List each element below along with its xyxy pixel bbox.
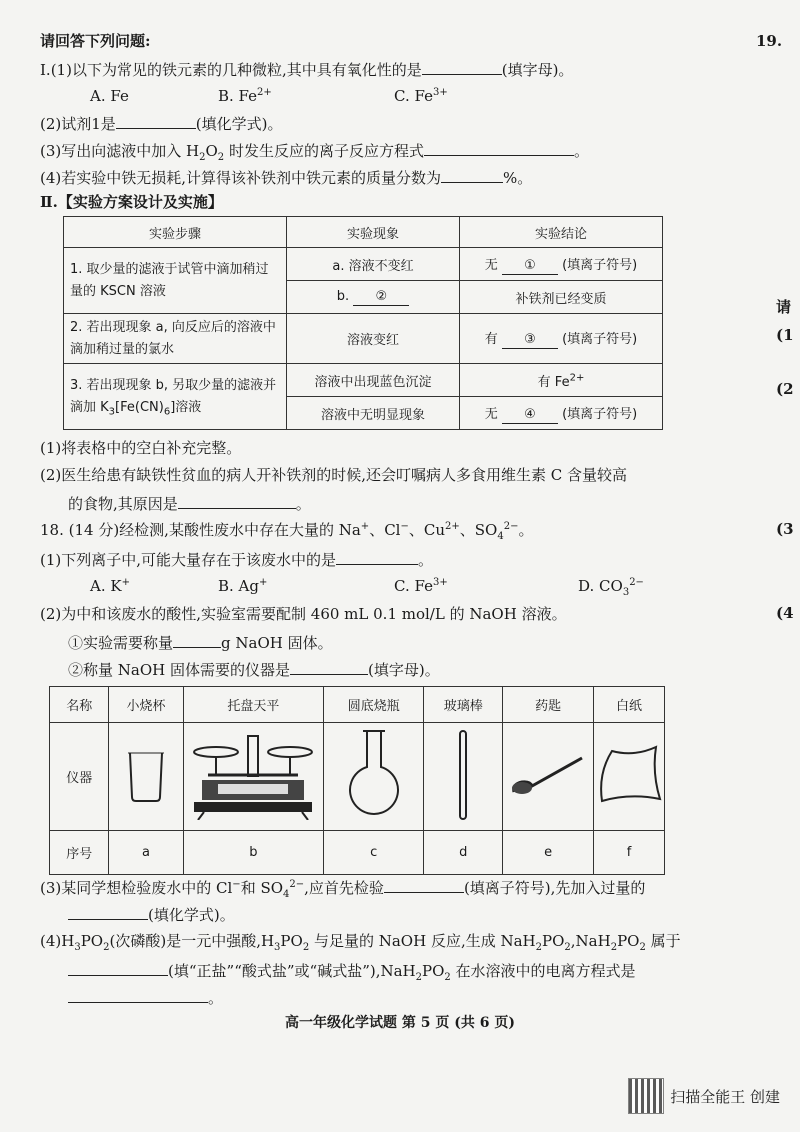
instrument-table (49, 686, 665, 875)
q18-part2-1: ①实验需要称量 g NaOH 固体。 (68, 631, 333, 653)
instrument-letter: f (594, 831, 665, 875)
section-2-title: Ⅱ.【实验方案设计及实施】 (40, 193, 223, 211)
instrument-letter: c (324, 831, 424, 875)
instrument-letter: e (503, 831, 594, 875)
answer-blank-3[interactable]: ③ (502, 332, 558, 349)
step-1-phenomenon-b: b. ② (287, 281, 460, 314)
q17-part1-tail: (填字母)。 (501, 61, 574, 79)
q18-part2: (2)为中和该废水的酸性,实验室需要配制 460 mL 0.1 mol/L 的 NaOH 溶液。 (40, 605, 567, 623)
qr-code-icon (628, 1078, 664, 1114)
option-b: B. $Fe^{2+}$ (218, 87, 272, 105)
header-conclusion: 实验结论 (460, 217, 663, 248)
answer-blank-4[interactable]: ④ (502, 407, 558, 424)
step-1-conclusion-a: 无 ① (填离子符号) (460, 248, 663, 281)
watermark-text: 扫描全能王 创建 (670, 1087, 780, 1106)
intro-text: 请回答下列问题: (40, 32, 151, 50)
round-bottom-flask-drawing (324, 723, 424, 831)
answer-blank[interactable] (384, 876, 464, 893)
q18-part3b: (填化学式)。 (68, 903, 235, 925)
answer-blank-2[interactable]: ② (353, 289, 409, 306)
option-a: A. Fe (90, 87, 129, 105)
header-steps: 实验步骤 (64, 217, 287, 248)
q17-part2-line: (2)试剂1是 (填化学式)。 (40, 112, 283, 134)
q18-option-b: B. Ag+ (218, 577, 268, 595)
step-1-conclusion-b: 补铁剂已经变质 (460, 281, 663, 314)
answer-blank[interactable] (422, 58, 502, 75)
side-fragment: (4 (776, 604, 794, 622)
scanner-watermark (628, 1078, 780, 1114)
instrument-name: 托盘天平 (183, 687, 324, 723)
q18-part4a: $(4)H_3PO_2$(次磷酸)是一元中强酸$,H_3PO_2$ 与足量的 NaOH 反应,生成 $NaH_2PO_2,NaH_2PO_2$ 属于 (40, 932, 681, 953)
step-3-conclusion-a: 有 $Fe^{2+}$ (460, 364, 663, 397)
q18-part4c: 。 (68, 986, 223, 1008)
row-label-instrument: 仪器 (50, 723, 109, 831)
row-label-name: 名称 (50, 687, 109, 723)
answer-blank[interactable] (424, 139, 574, 156)
header-phenomena: 实验现象 (287, 217, 460, 248)
q17-result-2b: 的食物,其原因是 。 (68, 492, 311, 514)
q17-part1-text: Ⅰ.(1)以下为常见的铁元素的几种微粒,其中具有氧化性的是 (40, 61, 422, 79)
q18-part3a: (3)某同学想检验废水中的 Cl−和 $SO_4^{2-}$,应首先检验 (填离子符号),先加入过量的 (40, 876, 645, 898)
step-1-phenomenon-a: a. 溶液不变红 (287, 248, 460, 281)
white-paper-drawing (594, 723, 665, 831)
instrument-name: 白纸 (594, 687, 665, 723)
step-3-conclusion-b: 无 ④ (填离子符号) (460, 397, 663, 430)
option-c: C. $Fe^{3+}$ (394, 87, 448, 105)
q17-result-2a: (2)医生给患有缺铁性贫血的病人开补铁剂的时候,还会叮嘱病人多食用维生素 C 含量较高 (40, 466, 628, 484)
step-2-conclusion: 有 ③ (填离子符号) (460, 314, 663, 364)
balance-drawing (183, 723, 324, 831)
step-1: 1. 取少量的滤液于试管中滴加稍过量的 KSCN 溶液 (64, 248, 287, 314)
question-19-number: 19. (756, 32, 783, 50)
side-fragment: (1 (776, 326, 794, 344)
page-footer: 高一年级化学试题 第 5 页 (共 6 页) (285, 1015, 515, 1031)
answer-blank[interactable] (68, 959, 168, 976)
side-fragment: 请 (776, 298, 792, 316)
answer-blank[interactable] (116, 112, 196, 129)
instrument-name: 药匙 (503, 687, 594, 723)
answer-blank-1[interactable]: ① (502, 258, 558, 275)
answer-blank[interactable] (441, 166, 503, 183)
q17-part1-line (40, 58, 573, 80)
side-fragment: (2 (776, 380, 794, 398)
answer-blank[interactable] (68, 903, 148, 920)
step-2: 2. 若出现现象 a, 向反应后的溶液中滴加稍过量的氯水 (64, 314, 287, 364)
glass-rod-drawing (424, 723, 503, 831)
instrument-letter: b (183, 831, 324, 875)
instrument-name: 圆底烧瓶 (324, 687, 424, 723)
q18-part2-2: ②称量 NaOH 固体需要的仪器是 (填字母)。 (68, 658, 440, 680)
answer-blank[interactable] (173, 631, 221, 648)
instrument-name: 玻璃棒 (424, 687, 503, 723)
row-label-number: 序号 (50, 831, 109, 875)
q18-title: 18. (14 分)经检测,某酸性废水中存在大量的 Na+、Cl−、$Cu^{2+}$、$SO_4^{2-}$。 (40, 521, 534, 542)
q17-part4-line: (4)若实验中铁无损耗,计算得该补铁剂中铁元素的质量分数为 %。 (40, 166, 532, 188)
instrument-letter: d (424, 831, 503, 875)
q18-option-c: C. $Fe^{3+}$ (394, 577, 448, 595)
q18-part1-line: (1)下列离子中,可能大量存在于该废水中的是 。 (40, 548, 433, 570)
step-3-phenomenon-b: 溶液中无明显现象 (287, 397, 460, 430)
q18-option-a: A. K+ (90, 577, 130, 595)
spatula-drawing (503, 723, 594, 831)
answer-blank[interactable] (178, 492, 296, 509)
side-fragment: (3 (776, 520, 794, 538)
answer-blank[interactable] (336, 548, 418, 565)
small-beaker-drawing (109, 723, 183, 831)
q17-result-1: (1)将表格中的空白补充完整。 (40, 439, 242, 457)
step-3-phenomenon-a: 溶液中出现蓝色沉淀 (287, 364, 460, 397)
q18-option-d: D. $CO_3^{2-}$ (578, 577, 644, 598)
step-3: 3. 若出现现象 b, 另取少量的滤液并滴加 $K_3[Fe(CN)_6]$溶液 (64, 364, 287, 430)
instrument-letter: a (109, 831, 183, 875)
q17-part3-line: (3)写出向滤液中加入 $H_2O_2$ 时发生反应的离子反应方程式 。 (40, 139, 589, 161)
step-2-phenomenon: 溶液变红 (287, 314, 460, 364)
q18-part4b: (填“正盐”“酸式盐”或“碱式盐$”),NaH_2PO_2$ 在水溶液中的电离方程式是 (68, 959, 636, 981)
answer-blank[interactable] (290, 658, 368, 675)
answer-blank[interactable] (68, 986, 208, 1003)
instrument-name: 小烧杯 (109, 687, 183, 723)
experiment-table (63, 216, 663, 430)
